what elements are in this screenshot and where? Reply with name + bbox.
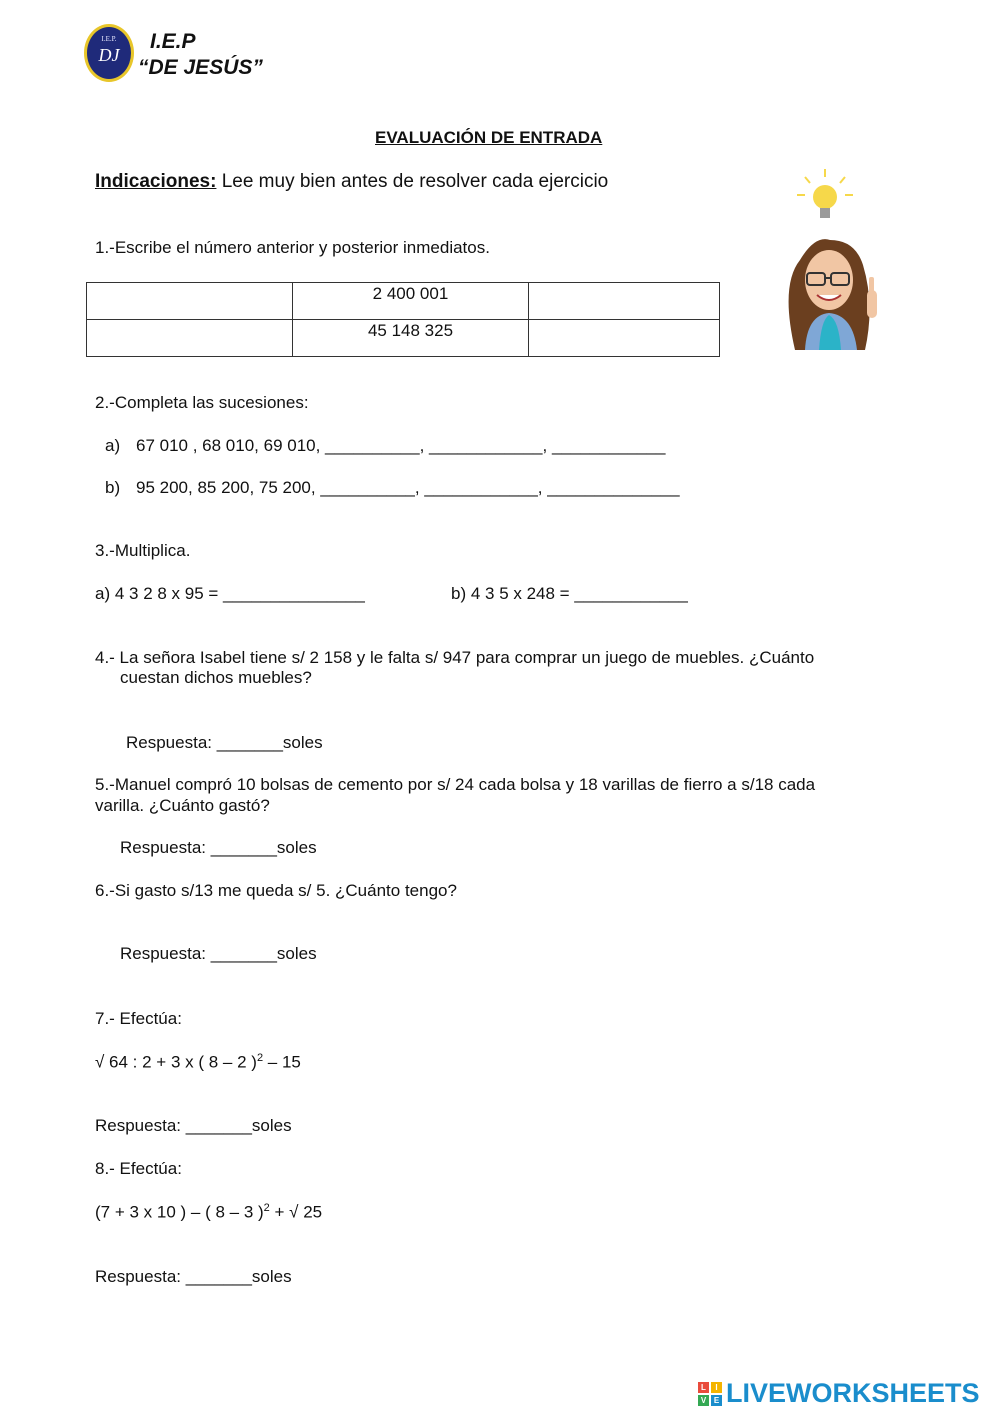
q8-exponent: 2 [263, 1202, 270, 1214]
q6-answer[interactable]: Respuesta: _______soles [120, 944, 317, 963]
q7-expression [95, 1052, 301, 1073]
liveworksheets-logo-icon [698, 1382, 722, 1406]
q8-answer[interactable]: Respuesta: _______soles [95, 1267, 292, 1286]
logo-square-l: L [698, 1382, 709, 1393]
q4-line2: cuestan dichos muebles? [120, 668, 312, 687]
lightbulb-icon [797, 169, 853, 218]
q1-after-input-1[interactable] [529, 283, 720, 320]
q6-prompt: 6.-Si gasto s/13 me queda s/ 5. ¿Cuánto tengo? [95, 881, 457, 900]
liveworksheets-brand[interactable] [698, 1378, 980, 1409]
q2-prompt: 2.-Completa las sucesiones: [95, 393, 309, 412]
q1-before-input-2[interactable] [87, 320, 293, 357]
logo-square-e: E [711, 1395, 722, 1406]
q7-prompt: 7.- Efectúa: [95, 1009, 182, 1028]
q8-expression-main: (7 + 3 x 10 ) – ( 8 – 3 ) [95, 1202, 264, 1222]
q1-before-input-1[interactable] [87, 283, 293, 320]
indications-text: Lee muy bien antes de resolver cada ejercicio [216, 171, 609, 192]
q8-prompt: 8.- Efectúa: [95, 1159, 182, 1178]
liveworksheets-wordmark: LIVEWORKSHEETS [726, 1378, 980, 1408]
q7-answer[interactable]: Respuesta: _______soles [95, 1116, 292, 1135]
q1-prompt: 1.-Escribe el número anterior y posterior inmediatos. [95, 238, 490, 257]
q5-answer[interactable]: Respuesta: _______soles [120, 838, 317, 857]
q4-line1: 4.- La señora Isabel tiene s/ 2 158 y le falta s/ 947 para comprar un juego de muebles. ¿Cuánto [95, 648, 815, 667]
q2-a-sequence[interactable]: 67 010 , 68 010, 69 010, __________, ____________, ____________ [136, 436, 666, 455]
school-name-line1: I.E.P [150, 30, 196, 53]
indications [95, 171, 608, 193]
logo-top-text: I.E.P. [101, 35, 117, 43]
q1-number-1: 2 400 001 [293, 283, 529, 320]
logo-square-v: V [698, 1395, 709, 1406]
page-title: EVALUACIÓN DE ENTRADA [375, 128, 603, 147]
q5-line2: varilla. ¿Cuánto gastó? [95, 796, 270, 815]
q1-after-input-2[interactable] [529, 320, 720, 357]
q1-number-2: 45 148 325 [293, 320, 529, 357]
q8-expression [95, 1202, 322, 1223]
q1-table [86, 282, 720, 357]
school-logo [84, 24, 134, 82]
school-name-line2: “DE JESÚS” [138, 56, 263, 79]
q3-a-multiplication[interactable]: a) 4 3 2 8 x 95 = _______________ [95, 584, 365, 603]
q3-prompt: 3.-Multiplica. [95, 541, 191, 560]
table-row [87, 320, 720, 357]
indications-label: Indicaciones: [95, 171, 217, 192]
q3-b-multiplication[interactable]: b) 4 3 5 x 248 = ____________ [451, 584, 688, 603]
q2-b-label: b) [105, 478, 121, 497]
logo-square-i: I [711, 1382, 722, 1393]
q5-line1: 5.-Manuel compró 10 bolsas de cemento por s/ 24 cada bolsa y 18 varillas de fierro a s/18 cada [95, 775, 816, 794]
teacher-avatar-illustration [775, 165, 890, 355]
q7-expression-tail: – 15 [263, 1052, 301, 1072]
table-row [87, 283, 720, 320]
q7-exponent: 2 [256, 1052, 264, 1064]
q4-answer[interactable]: Respuesta: _______soles [126, 733, 323, 752]
q8-expression-tail: + √ 25 [269, 1202, 323, 1222]
q2-b-sequence[interactable]: 95 200, 85 200, 75 200, __________, ____________, ______________ [136, 478, 680, 497]
q7-expression-main: √ 64 : 2 + 3 x ( 8 – 2 ) [95, 1052, 257, 1072]
teacher-avatar [789, 239, 877, 350]
q2-a-label: a) [105, 436, 121, 455]
logo-mark: DJ [98, 45, 120, 65]
